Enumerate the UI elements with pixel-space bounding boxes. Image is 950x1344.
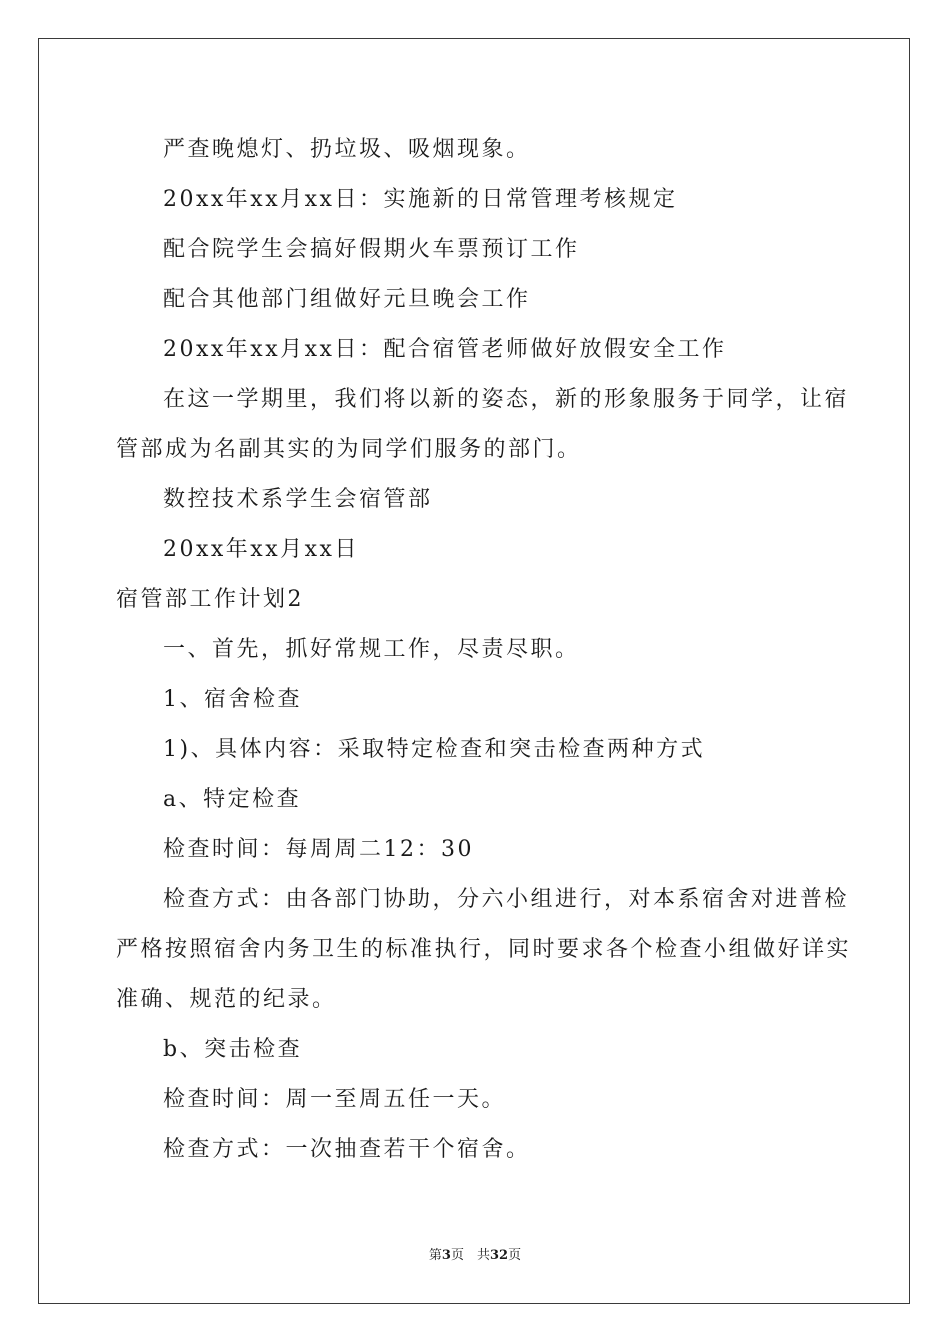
text-line: 准确、规范的纪录。 — [116, 987, 337, 1012]
text-line: b、突击检查 — [163, 1037, 303, 1062]
text-line: 检查时间：周一至周五任一天。 — [163, 1087, 507, 1112]
text-line: 20xx年xx月xx日：配合宿管老师做好放假安全工作 — [163, 337, 727, 362]
page-footer — [0, 1247, 950, 1265]
text-line: 在这一学期里，我们将以新的姿态，新的形象服务于同学，让宿 — [163, 387, 850, 412]
text-line: 检查方式：由各部门协助，分六小组进行，对本系宿舍对进普检 — [163, 887, 850, 912]
text-line: 配合院学生会搞好假期火车票预订工作 — [163, 237, 580, 262]
text-line: a、特定检查 — [163, 787, 302, 812]
text-line: 数控技术系学生会宿管部 — [163, 487, 433, 512]
text-line: 检查方式：一次抽查若干个宿舍。 — [163, 1137, 531, 1162]
text-line: 管部成为名副其实的为同学们服务的部门。 — [116, 437, 582, 462]
text-line: 20xx年xx月xx日：实施新的日常管理考核规定 — [163, 187, 678, 212]
text-line: 1、宿舍检查 — [163, 687, 302, 712]
text-line: 一、首先，抓好常规工作，尽责尽职。 — [163, 637, 580, 662]
footer-prefix: 第 — [428, 1248, 442, 1263]
current-page-number: 3 — [441, 1248, 451, 1263]
text-line: 严查晚熄灯、扔垃圾、吸烟现象。 — [163, 137, 531, 162]
footer-mid: 页 共 — [450, 1248, 490, 1263]
text-line: 1)、具体内容：采取特定检查和突击检查两种方式 — [163, 737, 706, 762]
text-line: 检查时间：每周周二12：30 — [163, 837, 474, 862]
footer-suffix: 页 — [508, 1248, 522, 1263]
text-line: 20xx年xx月xx日 — [163, 537, 359, 562]
total-page-number: 32 — [489, 1248, 509, 1263]
text-line: 配合其他部门组做好元旦晚会工作 — [163, 287, 531, 312]
text-line: 严格按照宿舍内务卫生的标准执行，同时要求各个检查小组做好详实 — [116, 937, 852, 962]
section-heading: 宿管部工作计划2 — [116, 587, 304, 612]
